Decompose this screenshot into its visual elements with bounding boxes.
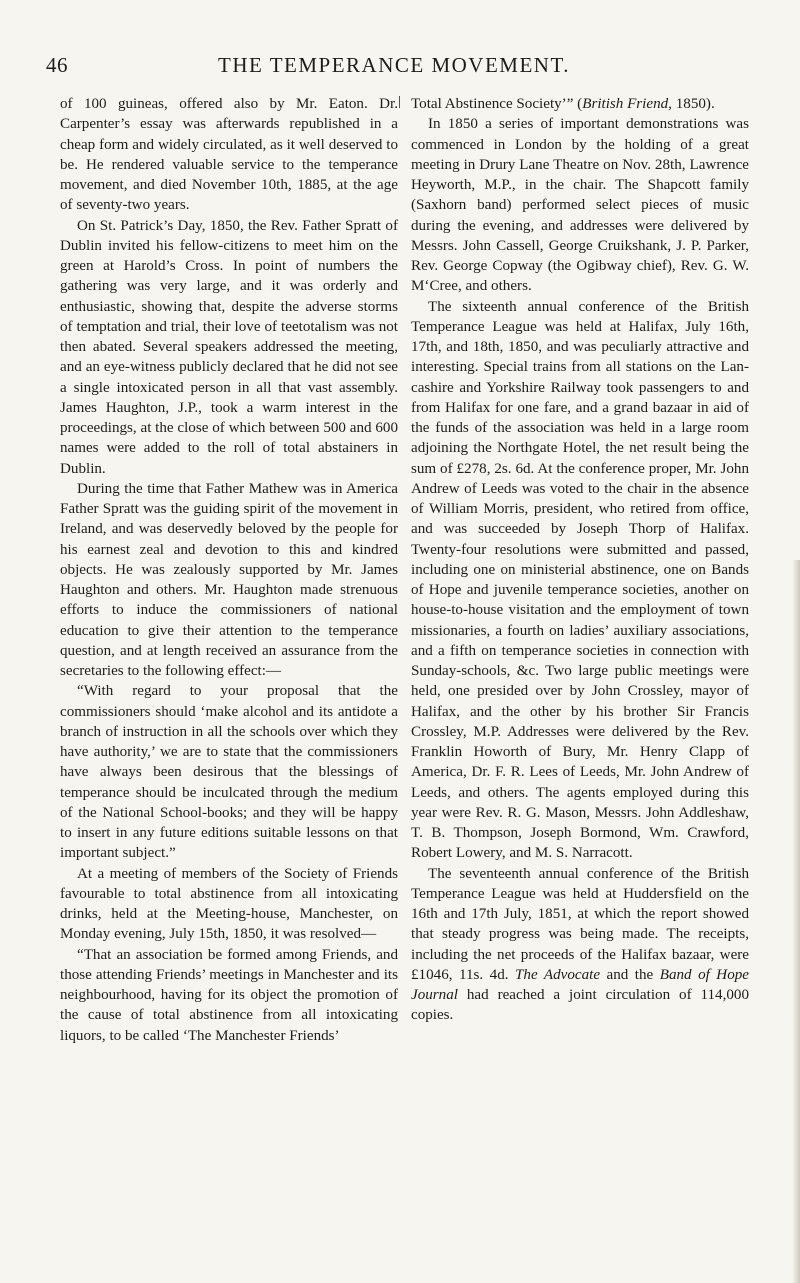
paragraph: During the time that Father Mathew was in America Father Spratt was the guiding spirit of the movement in Ireland, and was deservedly beloved by the people for his earnest zeal and devotion to this and kindred objects. He was zealously supported by Mr. James Haughton and others. Mr. Haughton made strenuous efforts to induce the commissioners of national education to give their attention to the temperance question, and at length received an assurance from the secretaries to the following effect:— [60, 480, 398, 679]
left-column [60, 94, 398, 1046]
publication-title: Band of Hope Journal [411, 966, 749, 1003]
column-divider [399, 96, 400, 108]
paragraph: The sixteenth annual conference of the British Temperance League was held at Halifax, July 16th, 17th, and 18th, 1850, and was peculiarly attractive and interesting. Special trains from all stations on the Lancashire and Yorkshire Railway took passengers to and from Halifax for one fare, and a grand bazaar in aid of the funds of the association was held in a large room adjoining the Northgate Hotel, the net result being the sum of £278, 2s. 6d. At the conference proper, Mr. John Andrew of Leeds was voted to the chair in the absence of William Morris, president, who retired from office, and was succeeded by Joseph Thorp of Halifax. Twenty-four resolutions were submitted and passed, including one on ministerial abstinence, one on Bands of Hope and juvenile temperance societies, another on house-to-house visitation and the employment of town missionaries, a fourth on ladies’ auxiliary associations, and a fifth on temperance societies in connection with Sunday-schools, &c. Two large public meetings were held, one presided over by John Crossley, mayor of Halifax, and the other by his brother Sir Francis Crossley, M.P. Addresses were delivered by the Rev. Franklin Howorth of Bury, Mr. Henry Clapp of America, Dr. F. R. Lees of Leeds, Mr. John Andrew of Leeds, and others. The agents employed during this year were Rev. R. G. Mason, Messrs. John Addleshaw, T. B. Thompson, Joseph Bormond, Wm. Crawford, Robert Lowery, and M. S. Narracott. [411, 298, 749, 862]
page-number: 46 [46, 53, 68, 77]
continued-quotation [411, 94, 749, 114]
paragraph-text: and the [600, 966, 660, 983]
quotation: “With regard to your proposal that the commissioners should ‘make alcohol and its antidote a branch of instruction in all the schools over which they have authority,’ we are to state that the commissioners have always been desirous that the blessings of temperance should be inculcated through the medium of the National School-books; and they will be happy to insert in any future editions suitable lessons on that important subject.” [60, 683, 398, 862]
paragraph: At a meeting of members of the Society of Friends favourable to total abstinence from all intoxicating drinks, held at the Meeting-house, Manchester, on Monday evening, July 15th, 1850, it was resolved— [60, 865, 398, 943]
citation-year: 1850). [671, 96, 715, 112]
quotation: “That an association be formed among Friends, and those attending Friends’ meetings in Manchester and its neighbourhood, having for its object the promotion of the cause of total abstinence from all intoxicating liquors, to be called ‘The Manchester Friends’ [60, 946, 398, 1044]
continuation-text: Total Abstinence Society’” ( [411, 96, 583, 112]
paragraph: of 100 guineas, offered also by Mr. Eaton. Dr. Carpenter’s essay was afterwards republished in a cheap form and widely circulated, as it well deserved to be. He rendered valuable service to the temperance movement, and died November 10th, 1885, at the age of seventy-two years. [60, 96, 398, 214]
citation-title: British Friend, [582, 96, 672, 112]
paragraph-text: The seventeenth annual conference of the British Temperance League was held at Huddersfield on the 16th and 17th July, 1851, at which the report showed that steady progress was being made. The receipts, including the net proceeds of the Halifax bazaar, were £1046, 11s. 4d. [411, 865, 749, 983]
paragraph: In 1850 a series of important demonstrations was commenced in London by the holding of a great meeting in Drury Lane Theatre on Nov. 28th, Lawrence Heyworth, M.P., in the chair. The Shapcott family (Saxhorn band) performed select pieces of music during the evening, and addresses were delivered by Messrs. John Cassell, George Cruikshank, J. P. Parker, Rev. George Copway (the Ogibway chief), Rev. G. W. M‘Cree, and others. [411, 116, 749, 295]
running-head: THE TEMPERANCE MOVEMENT. [218, 53, 570, 77]
paragraph: On St. Patrick’s Day, 1850, the Rev. Father Spratt of Dublin invited his fellow-citizens to meet him on the green at Harold’s Cross. In point of numbers the gathering was very large, and it was orderly and enthusiastic, showing that, despite the adverse storms of temptation and trial, their love of teetotalism was not then abated. Several speakers addressed the meeting, and an eye-witness publicly declared that he did not see a single intoxicated person in all that vast assembly. James Haughton, J.P., took a warm interest in the proceedings, at the close of which between 500 and 600 names were added to the roll of total abstainers in Dublin. [60, 217, 398, 477]
paragraph-text: had reached a joint circulation of 114,000 copies. [411, 987, 749, 1024]
publication-title: The Advocate [515, 966, 601, 983]
paragraph [411, 864, 749, 1026]
right-column [411, 94, 749, 1026]
page-edge-shadow [792, 560, 800, 1283]
page-header [22, 50, 766, 82]
